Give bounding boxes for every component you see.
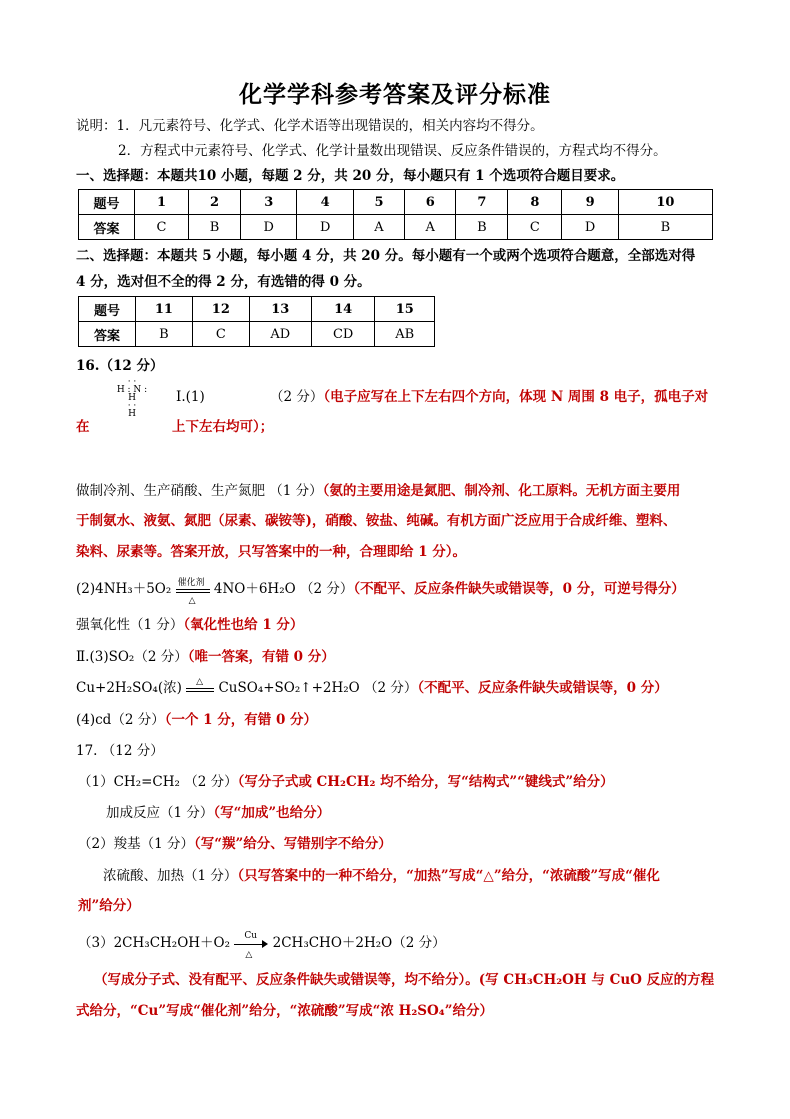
table-cell: D xyxy=(297,215,353,240)
q17-eq-heat-label: △ xyxy=(245,949,253,960)
note-label: 说明： xyxy=(76,118,117,134)
q16-part4-note: （一个 1 分，有错 0 分） xyxy=(164,712,318,728)
equal-bar-top xyxy=(176,589,210,590)
q17-heading: 17. （12 分） xyxy=(76,743,164,759)
q17-part1-text: （1）CH₂=CH₂ （2 分） xyxy=(78,774,238,790)
note-1: 1．凡元素符号、化学式、化学术语等出现错误的，相关内容均不得分。 xyxy=(116,118,544,134)
eq2-right: 4NO＋6H₂O （2 分） xyxy=(213,581,354,597)
note-line-1 xyxy=(76,117,544,135)
q17-part1-line xyxy=(78,773,614,791)
q16-oxidizing-note: （氧化性也给 1 分） xyxy=(183,617,304,633)
table-cell: 10 xyxy=(618,190,712,215)
eq3-right: CuSO₄+SO₂↑+2H₂O （2 分） xyxy=(218,680,418,696)
eq2-heat-label: △ xyxy=(188,595,196,606)
table-cell: 12 xyxy=(192,297,249,322)
table-cell: B xyxy=(618,215,712,240)
table-cell: AB xyxy=(375,322,435,347)
table-cell: 答案 xyxy=(79,215,135,240)
page-title: 化学学科参考答案及评分标准 xyxy=(239,81,551,108)
eq2-note: （不配平、反应条件缺失或错误等，0 分，可逆号得分） xyxy=(353,581,685,597)
q16-part1-label: Ⅰ.(1) xyxy=(176,389,205,405)
table-cell: CD xyxy=(311,322,375,347)
arrow-shaft xyxy=(234,944,264,945)
q17-equation xyxy=(78,930,446,960)
q17-part2b-note-1: （只写答案中的一种不给分，“加热”写成“△”给分，“浓硫酸”写成“催化 xyxy=(237,868,660,884)
q16-equation-3 xyxy=(76,676,668,698)
eq2-condition-arrow xyxy=(176,577,210,606)
q16-part3-line xyxy=(76,648,335,666)
q17-part1-note: （写分子式或 CH₂CH₂ 均不给分，写“结构式”“键线式”给分） xyxy=(237,774,614,790)
q17-part2-note: （写“羰”给分、写错别字不给分） xyxy=(193,836,392,852)
q16-part1-line xyxy=(270,388,708,406)
q17-part2-text: （2）羧基（1 分） xyxy=(78,836,194,852)
dot-row-top: · · xyxy=(127,377,137,387)
table-cell: 8 xyxy=(508,190,562,215)
table-cell: 14 xyxy=(311,297,375,322)
section1-heading: 一、选择题：本题共10 小题，每题 2 分，共 20 分，每小题只有 1 个选项符合题目要求。 xyxy=(76,168,625,184)
table-cell: 1 xyxy=(135,190,189,215)
q16-part3-text: Ⅱ.(3)SO₂（2 分） xyxy=(76,649,188,665)
q16-part4-text: (4)cd（2 分） xyxy=(76,712,165,728)
table-cell: 题号 xyxy=(79,297,136,322)
q17-part1b-note: （写“加成”也给分） xyxy=(213,805,331,821)
section1-table xyxy=(78,189,713,240)
table-cell: 13 xyxy=(249,297,311,322)
q16-use-note-3: 染料、尿素等。答案开放，只写答案中的一种，合理即给 1 分）。 xyxy=(76,544,467,560)
eq3-left: Cu+2H₂SO₄(浓) xyxy=(76,680,182,696)
table-cell: 9 xyxy=(562,190,618,215)
q16-oxidizing-text: 强氧化性（1 分） xyxy=(76,617,184,633)
table-cell: B xyxy=(189,215,241,240)
table-cell: 7 xyxy=(456,190,508,215)
table-cell: B xyxy=(456,215,508,240)
table-cell: 11 xyxy=(136,297,193,322)
q17-part1b-text: 加成反应（1 分） xyxy=(106,805,214,821)
q16-heading: 16.（12 分） xyxy=(76,358,164,374)
q17-part3-note-2: 式给分，“Cu”写成“催化剂”给分，“浓硫酸”写成“浓 H₂SO₄”给分） xyxy=(76,1003,493,1019)
table-cell: D xyxy=(562,215,618,240)
q17-part2-line xyxy=(78,835,392,853)
q17-part3-note-1: （写成分子式、没有配平、反应条件缺失或错误等，均不给分）。(写 CH₃CH₂OH 与 CuO 反应的方程 xyxy=(94,972,715,988)
table-cell: 2 xyxy=(189,190,241,215)
table-cell: C xyxy=(508,215,562,240)
table-cell: D xyxy=(241,215,297,240)
section2-heading-2: 4 分，选对但不全的得 2 分，有选错的得 0 分。 xyxy=(76,274,371,290)
table-row xyxy=(79,297,435,322)
table-cell: 6 xyxy=(405,190,456,215)
table-cell: 5 xyxy=(353,190,404,215)
q17-part2b-note-2: 剂”给分） xyxy=(78,898,140,914)
q16-part1-note: （电子应写在上下左右四个方向，体现 N 周围 8 电子，孤电子对 xyxy=(323,389,709,405)
table-cell: A xyxy=(405,215,456,240)
q16-part3-note: （唯一答案，有错 0 分） xyxy=(187,649,335,665)
q16-use-note-1: （氨的主要用途是氮肥、制冷剂、化工原料。无机方面主要用 xyxy=(322,483,681,499)
equal-bar-bottom xyxy=(186,691,214,692)
eq2-catalyst-label: 催化剂 xyxy=(177,577,205,588)
table-row xyxy=(79,322,435,347)
table-row xyxy=(79,190,713,215)
q17-part2b-line xyxy=(103,867,660,885)
q17-eq-left: （3）2CH₃CH₂OH＋O₂ xyxy=(78,935,231,951)
q16-part1-score: （2 分） xyxy=(270,389,324,405)
q16-use-text: 做制冷剂、生产硝酸、生产氮肥 （1 分） xyxy=(76,483,323,499)
q17-part2b-text: 浓硫酸、加热（1 分） xyxy=(103,868,238,884)
table-cell: 15 xyxy=(375,297,435,322)
table-cell: 4 xyxy=(297,190,353,215)
q17-part1b-line xyxy=(106,804,330,822)
q17-eq-right: 2CH₃CHO＋2H₂O（2 分） xyxy=(272,935,446,951)
q16-part4-line xyxy=(76,711,317,729)
eq3-note: （不配平、反应条件缺失或错误等，0 分） xyxy=(417,680,668,696)
q16-equation-2 xyxy=(76,577,685,606)
eq2-left: (2)4NH₃＋5O₂ xyxy=(76,581,172,597)
ammonia-electron-dot-formula xyxy=(112,378,152,418)
table-cell: 题号 xyxy=(79,190,135,215)
eq3-condition-arrow xyxy=(186,676,214,698)
section2-table xyxy=(78,296,435,347)
dot-row-bot: · · xyxy=(127,401,137,411)
table-cell: 3 xyxy=(241,190,297,215)
q16-use-note-2: 于制氨水、液氨、氮肥（尿素、碳铵等)，硝酸、铵盐、纯碱。有机方面广泛应用于合成纤维、塑料、 xyxy=(76,513,677,529)
q17-eq-catalyst-label: Cu xyxy=(244,930,258,941)
q16-oxidizing-line xyxy=(76,616,303,634)
note-2: 2．方程式中元素符号、化学式、化学计量数出现错误、反应条件错误的，方程式均不得分。 xyxy=(118,143,667,159)
q16-part1-note-a: 在 xyxy=(76,419,90,435)
equal-bar-top xyxy=(186,688,214,689)
table-cell: A xyxy=(353,215,404,240)
dot-row-bottom: H xyxy=(128,409,136,419)
dot-row-mid: H : N : H xyxy=(116,385,148,403)
eq3-heat-label: △ xyxy=(196,676,204,687)
arrow-head xyxy=(262,940,268,948)
table-cell: C xyxy=(192,322,249,347)
table-cell: C xyxy=(135,215,189,240)
q16-use-line xyxy=(76,482,680,500)
q16-part1-note-b: 上下左右均可）； xyxy=(172,419,274,435)
q17-eq-condition-arrow xyxy=(234,930,268,960)
table-cell: B xyxy=(136,322,193,347)
table-cell: AD xyxy=(249,322,311,347)
table-cell: 答案 xyxy=(79,322,136,347)
table-row xyxy=(79,215,713,240)
section2-heading-1: 二、选择题：本题共 5 小题，每小题 4 分，共 20 分。每小题有一个或两个选项符合题意，全部选对得 xyxy=(76,248,696,264)
